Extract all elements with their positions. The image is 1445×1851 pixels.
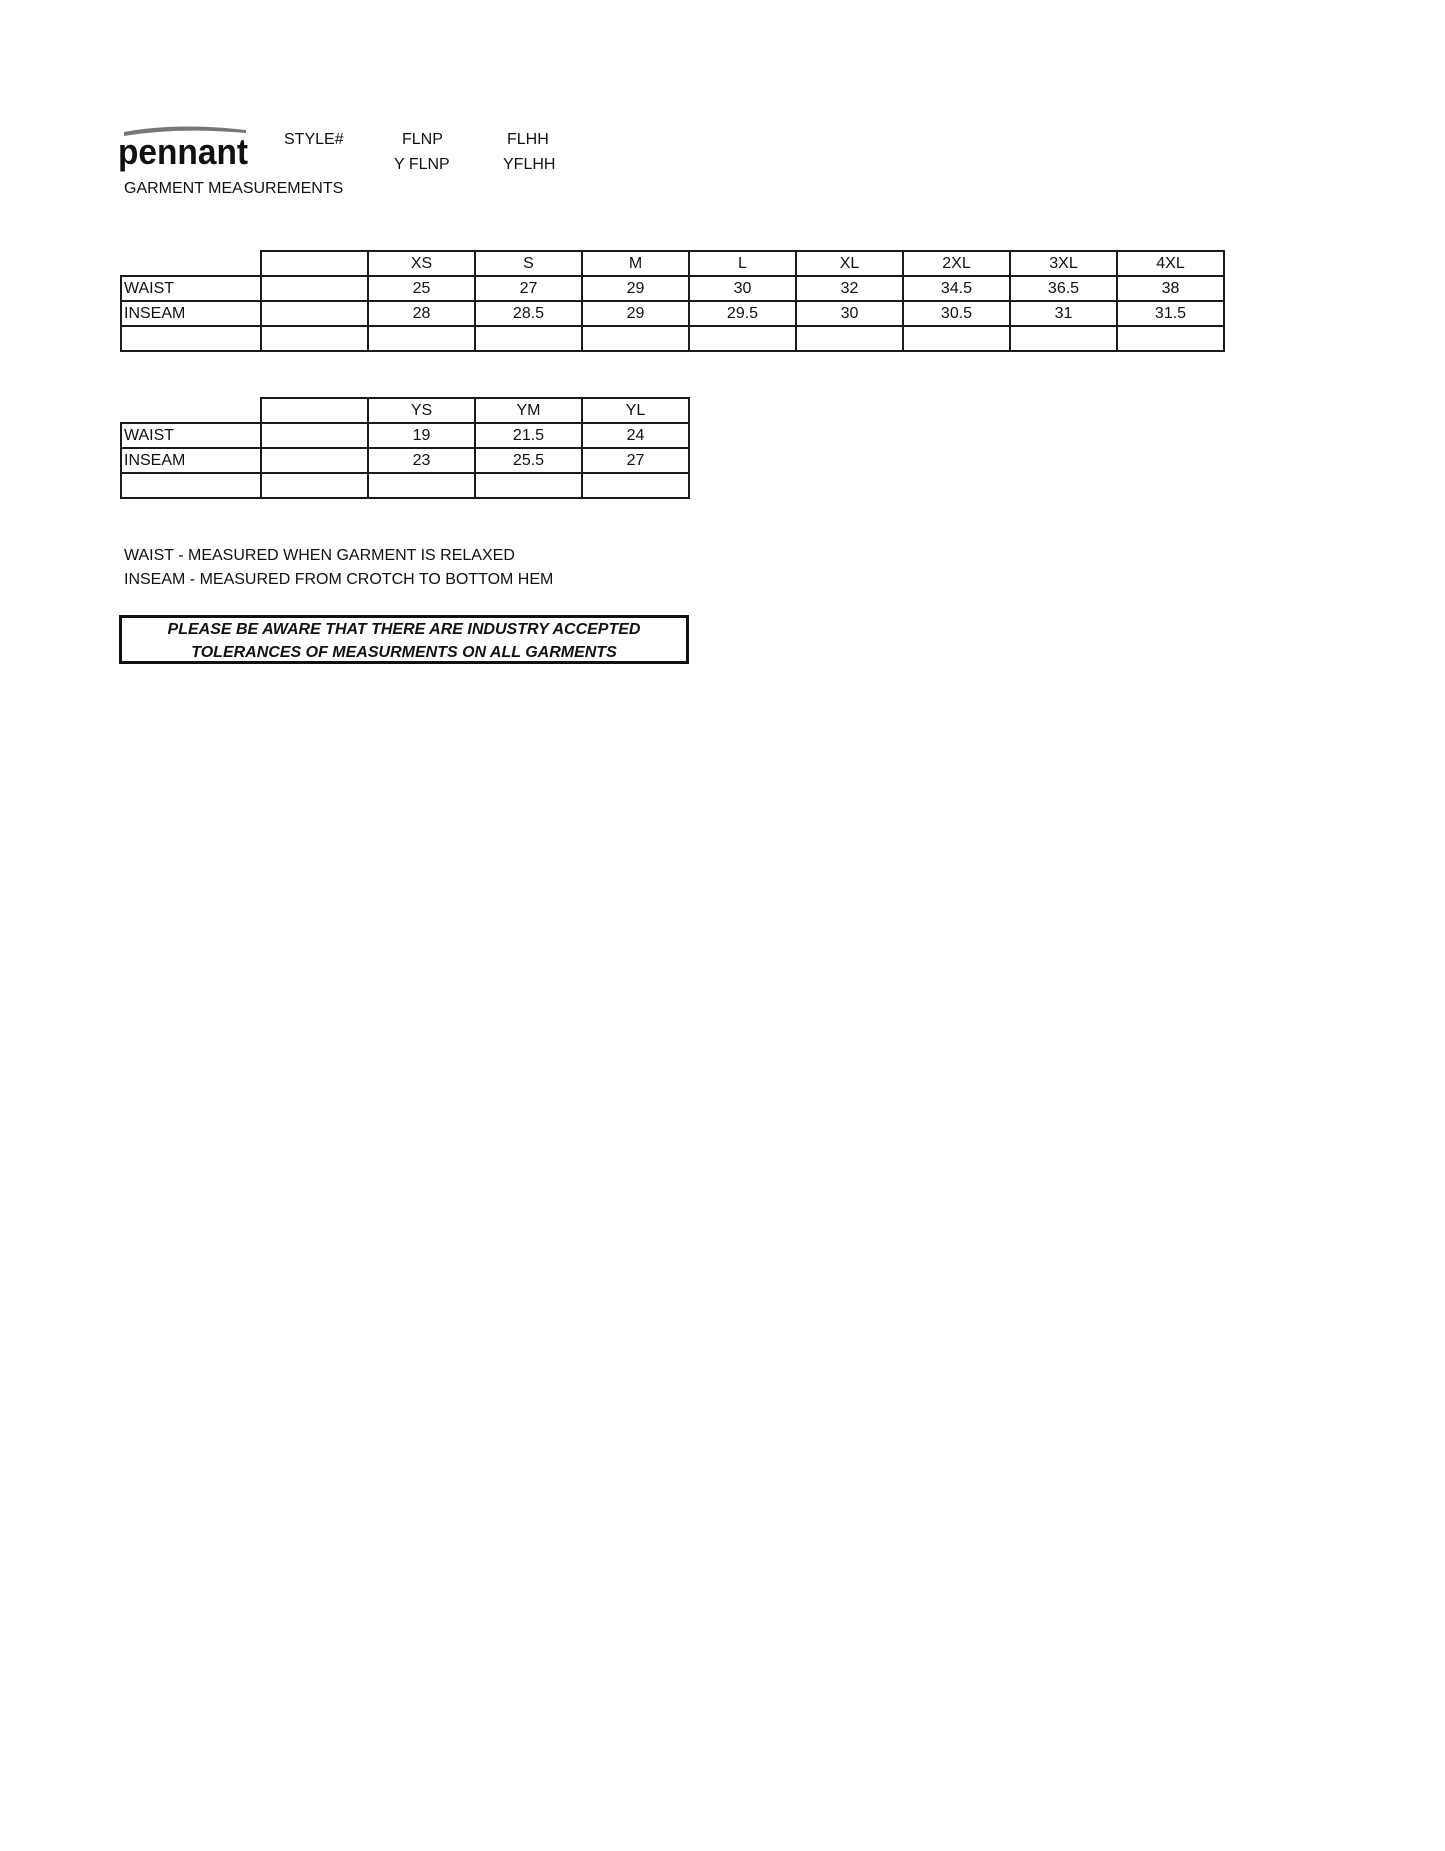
measurement-cell: 21.5 bbox=[475, 423, 582, 448]
measurement-cell: 19 bbox=[368, 423, 475, 448]
blank-cell bbox=[261, 326, 368, 351]
measurement-cell: 30 bbox=[689, 276, 796, 301]
blank-cell bbox=[261, 301, 368, 326]
size-header: YM bbox=[475, 398, 582, 423]
measurement-cell: 29.5 bbox=[689, 301, 796, 326]
blank-cell bbox=[261, 448, 368, 473]
style-code: FLNP bbox=[402, 131, 443, 148]
measurement-cell: 27 bbox=[582, 448, 689, 473]
size-header-row bbox=[121, 398, 689, 423]
style-code: FLHH bbox=[507, 131, 549, 148]
blank-cell bbox=[475, 326, 582, 351]
size-header: YS bbox=[368, 398, 475, 423]
note-line: WAIST - MEASURED WHEN GARMENT IS RELAXED bbox=[124, 547, 515, 564]
blank-cell bbox=[121, 251, 261, 276]
table-row bbox=[121, 473, 689, 498]
pennant-logo bbox=[118, 124, 252, 172]
size-header: XL bbox=[796, 251, 903, 276]
blank-cell bbox=[903, 326, 1010, 351]
size-header: S bbox=[475, 251, 582, 276]
blank-cell bbox=[261, 276, 368, 301]
blank-cell bbox=[121, 473, 261, 498]
blank-cell bbox=[368, 326, 475, 351]
blank-cell bbox=[582, 326, 689, 351]
size-header-row bbox=[121, 251, 1224, 276]
measurement-cell: 27 bbox=[475, 276, 582, 301]
table-row bbox=[121, 301, 1224, 326]
blank-cell bbox=[121, 398, 261, 423]
blank-cell bbox=[1010, 326, 1117, 351]
size-header: 3XL bbox=[1010, 251, 1117, 276]
measurement-cell: 30 bbox=[796, 301, 903, 326]
note-line: INSEAM - MEASURED FROM CROTCH TO BOTTOM HEM bbox=[124, 571, 554, 588]
blank-cell bbox=[368, 473, 475, 498]
measurement-cell: 25.5 bbox=[475, 448, 582, 473]
blank-cell bbox=[261, 398, 368, 423]
measurement-cell: 31.5 bbox=[1117, 301, 1224, 326]
row-label: WAIST bbox=[121, 276, 261, 301]
measurement-cell: 32 bbox=[796, 276, 903, 301]
blank-cell bbox=[796, 326, 903, 351]
table-row bbox=[121, 423, 689, 448]
tolerance-warning-box bbox=[119, 615, 689, 664]
measurement-cell: 31 bbox=[1010, 301, 1117, 326]
blank-cell bbox=[121, 326, 261, 351]
style-label: STYLE# bbox=[284, 131, 344, 148]
logo-wordmark: pennant bbox=[118, 131, 249, 172]
adult-size-table bbox=[120, 250, 1225, 352]
size-header: L bbox=[689, 251, 796, 276]
blank-cell bbox=[1117, 326, 1224, 351]
blank-cell bbox=[582, 473, 689, 498]
measurement-cell: 28 bbox=[368, 301, 475, 326]
size-header: XS bbox=[368, 251, 475, 276]
size-header: YL bbox=[582, 398, 689, 423]
blank-cell bbox=[261, 251, 368, 276]
measurement-cell: 36.5 bbox=[1010, 276, 1117, 301]
measurement-cell: 28.5 bbox=[475, 301, 582, 326]
row-label: WAIST bbox=[121, 423, 261, 448]
measurement-cell: 24 bbox=[582, 423, 689, 448]
page-title: GARMENT MEASUREMENTS bbox=[124, 180, 344, 197]
size-header: 4XL bbox=[1117, 251, 1224, 276]
row-label: INSEAM bbox=[121, 301, 261, 326]
measurement-cell: 34.5 bbox=[903, 276, 1010, 301]
measurement-cell: 23 bbox=[368, 448, 475, 473]
measurement-cell: 29 bbox=[582, 276, 689, 301]
blank-cell bbox=[689, 326, 796, 351]
measurement-cell: 30.5 bbox=[903, 301, 1010, 326]
size-header: M bbox=[582, 251, 689, 276]
measurement-notes bbox=[124, 544, 553, 592]
measurement-cell: 38 bbox=[1117, 276, 1224, 301]
row-label: INSEAM bbox=[121, 448, 261, 473]
table-row bbox=[121, 448, 689, 473]
warning-line: PLEASE BE AWARE THAT THERE ARE INDUSTRY ACCEPTED bbox=[167, 621, 641, 638]
blank-cell bbox=[475, 473, 582, 498]
measurement-cell: 25 bbox=[368, 276, 475, 301]
measurement-cell: 29 bbox=[582, 301, 689, 326]
blank-cell bbox=[261, 423, 368, 448]
table-row bbox=[121, 276, 1224, 301]
youth-size-table bbox=[120, 397, 690, 499]
table-row bbox=[121, 326, 1224, 351]
size-header: 2XL bbox=[903, 251, 1010, 276]
blank-cell bbox=[261, 473, 368, 498]
warning-line: TOLERANCES OF MEASURMENTS ON ALL GARMENTS bbox=[191, 644, 617, 661]
style-code: YFLHH bbox=[503, 156, 556, 173]
style-code: Y FLNP bbox=[394, 156, 450, 173]
